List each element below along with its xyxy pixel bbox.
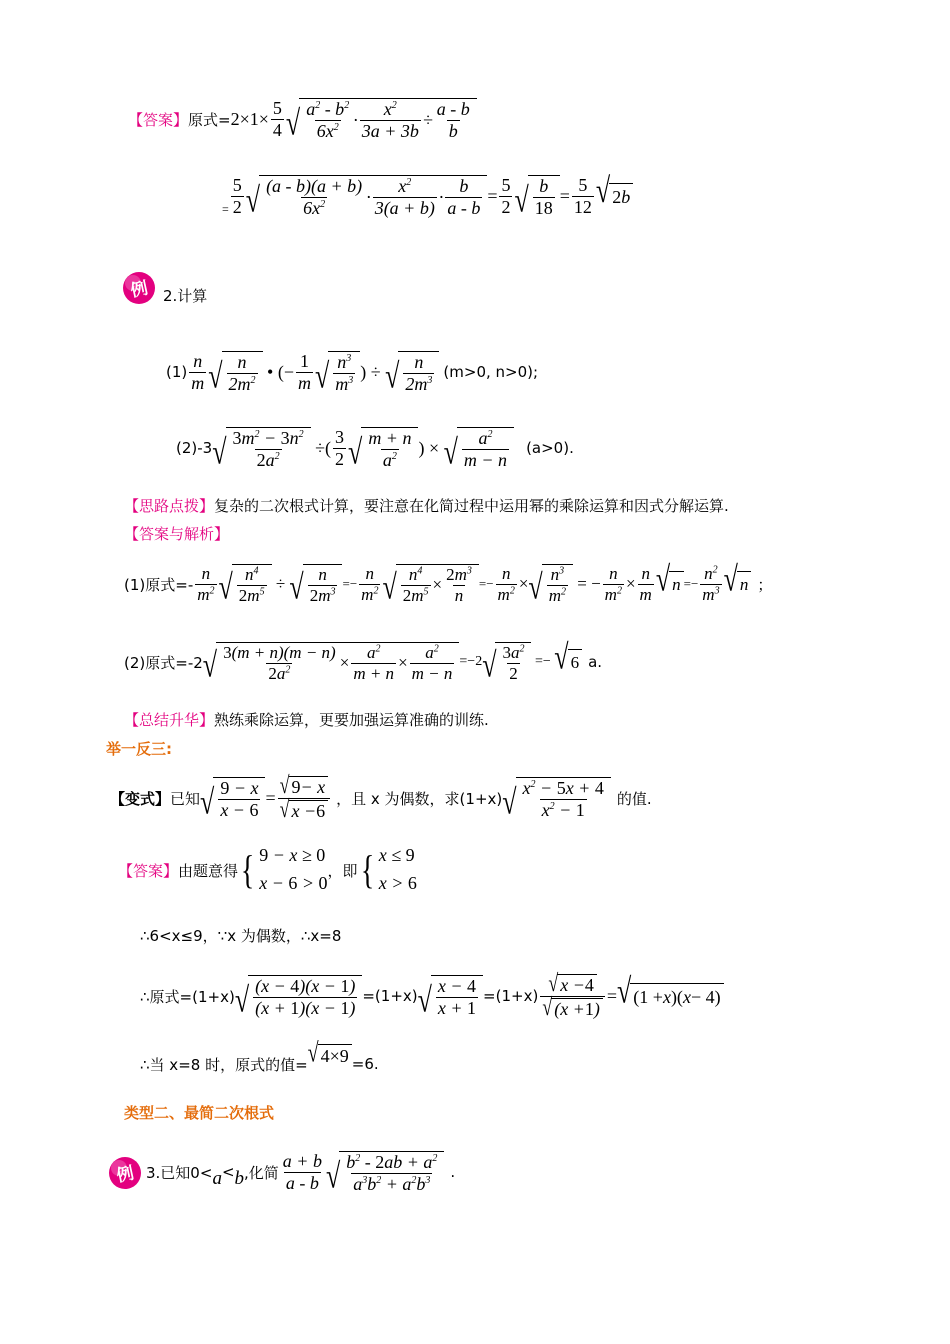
formula-sol2: √ $\frac{3(m + n)(m - n)}{2a^2}$ × $\frac{a^2}{m + n}$ × $\frac{a^2}{m - n}$ =−2 √ $\frac{3a^2}{2}$ =− √ 6 [203,642,582,683]
formula-ex2-p1: $\frac{n}{m}$ √ $\frac{n}{2m^2}$ • (− $\frac{1}{m}$ √ $\frac{n^3}{m^3}$ ) ÷ √ $\frac{n}{2m^3}$ [187,351,439,394]
summary-tag: 【总结升华】 [124,711,215,729]
juyi-heading: 举一反三: [106,740,172,758]
svg-text:例: 例 [129,278,150,302]
formula-ex2-p2: √ $\frac{3m^2 - 3n^2}{2a^2}$ ÷( $\frac{3}{2}$ √ $\frac{m + n}{a^2}$ ) × √ $\frac{a^2}{m - n}$ [212,427,514,470]
variation-tag: 【变式】 [110,789,171,808]
example-2-part-1: (1) $\frac{n}{m}$ √ $\frac{n}{2m^2}$ • (− $\frac{1}{m}$ √ $\frac{n^3}{m^3}$ ) ÷ √ $\frac{n}{2m^3}$ (m>0, n>0); [166,350,539,395]
solution-1: (1)原式=- $\frac{n}{m^2}$ √ $\frac{n^4}{2m^5}$ ÷ √ $\frac{n}{2m^3}$ =− $\frac{n}{m^2}$ √ $\frac{n^4}{2m^5}$ × $\frac{2m^3}{n}$ =− $\frac{n}{m^2}$ × √ $\frac{n^3}{m^2}$ = − $\frac{n}{m^2}$ × $\frac{n}{m}$ √ n =− $\frac{n^2}{m^3}$ √ n ； [124,559,773,606]
variation-answer-tag: 【答案】 [118,861,179,880]
formula-sol1: $\frac{n}{m^2}$ √ $\frac{n^4}{2m^5}$ ÷ √ $\frac{n}{2m^3}$ =− $\frac{n}{m^2}$ √ $\frac{n^4}{2m^5}$ × $\frac{2m^3}{n}$ =− $\frac{n}{m^2}$ × √ $\frac{n^3}{m^2}$ = − $\frac{n}{m^2}$ × $\frac{n}{m}$ √ n =− $\frac{n^2}{m^3}$ √ n [193,564,751,605]
formula-system-1: { 9 − x ≥ 0 x − 6 > 0 [240,845,328,893]
formula-sqrt-4x9: √ 4×9 [308,1044,352,1067]
answer-analysis-line [124,523,229,544]
range-line: ∴6<x≤9，∵x 为偶数，∴x=8 [140,927,342,945]
answer-tag: 【答案】 [128,110,189,129]
svg-text:例: 例 [115,1163,136,1187]
formula-ex3: $\frac{a + b}{a - b}$ √ $\frac{b^2 - 2ab + a^2}{a^3b^2 + a^2b^3}$ [279,1151,445,1194]
formula-yuanshi-3: √ x − 4 √ (x + 1 ) = √ (1 + x )( x − 4) [538,973,723,1019]
example-3-line: 3.已知0< a < b ,化简 $\frac{a + b}{a - b}$ √ $\frac{b^2 - 2ab + a^2}{a^3b^2 + a^2b^3}$ . [146,1150,456,1195]
example-2-part-2: (2)-3 √ $\frac{3m^2 - 3n^2}{2a^2}$ ÷( $\frac{3}{2}$ √ $\frac{m + n}{a^2}$ ) × √ $\frac{a^2}{m - n}$ (a>0). [176,426,574,471]
formula-variation-cond: √ $\frac{9 - x}{x - 6}$ = √ 9 − x √ x − 6 [200,775,332,821]
example-badge-icon [118,268,158,308]
formula-variation-target: √ $\frac{x^2 - 5x + 4}{x^2 - 1}$ [502,777,611,820]
answer-line-1 [128,88,477,150]
formula-yuanshi-1: √ $\frac{(x - 4)(x - 1)}{(x + 1)(x - 1)}$ [235,975,363,1018]
formula-answer-result: = $\frac{5}{2}$ √ $\frac{(a - b)(a + b)}{6x^2}$ · $\frac{x^2}{3(a + b)}$ · $\frac{b}{a - b}$ = $\frac{5}{2}$ √ $\frac{b}{18}$ = $\frac{5}{12}$ √ 2 b [222,175,633,218]
variation-line: 【变式】 已知 √ $\frac{9 - x}{x - 6}$ = √ 9 − x √ x − 6 ，且 x 为偶数，求(1+x) √ $\frac{x^2 - 5x + 4}{x^2 - 1}$ 的值. [110,770,652,823]
when-line: ∴当 x=8 时，原式的值= √ 4×9 =6. [140,1038,379,1074]
yuanshi-line: ∴原式=(1+x) √ $\frac{(x - 4)(x - 1)}{(x + 1)(x - 1)}$ =(1+x) √ $\frac{x - 4}{x + 1}$ =(1+x) √ x − 4 √ (x + 1 ) = √ (1 + x )( x − 4) [140,964,724,1028]
thinking-tag: 【思路点拨】 [124,497,215,515]
solution-2: (2)原式=-2 √ $\frac{3(m + n)(m - n)}{2a^2}$ × $\frac{a^2}{m + n}$ × $\frac{a^2}{m - n}$ =−2 √ $\frac{3a^2}{2}$ =− √ 6 a. [124,637,603,684]
example-2-title: 2.计算 [163,287,208,305]
summary-line: 【总结升华】 熟练乘除运算，更要加强运算准确的训练. [124,711,489,729]
answer-line-2 [222,165,633,227]
yuanshi-label: 原式= [188,110,231,129]
variation-answer-line: 【答案】 由题意得 { 9 − x ≥ 0 x − 6 > 0 ，即 { x ≤ 9 x > 6 [118,840,417,900]
answer-analysis-tag: 【答案与解析】 [124,525,230,543]
formula-answer-expr: 2×1× $\frac{5}{4}$ √ $\frac{a^2 - b^2}{6x^2}$ · $\frac{x^2}{3a + 3b}$ ÷ $\frac{a - b}{b}$ [231,98,477,141]
type2-heading: 类型二、最简二次根式 [124,1104,275,1122]
example-badge-icon [104,1153,144,1193]
formula-system-2: { x ≤ 9 x > 6 [360,845,417,893]
thinking-line: 【思路点拨】 复杂的二次根式计算，要注意在化简过程中运用幂的乘除运算和因式分解运算. [124,497,729,515]
formula-yuanshi-2: √ $\frac{x - 4}{x + 1}$ [418,975,483,1018]
